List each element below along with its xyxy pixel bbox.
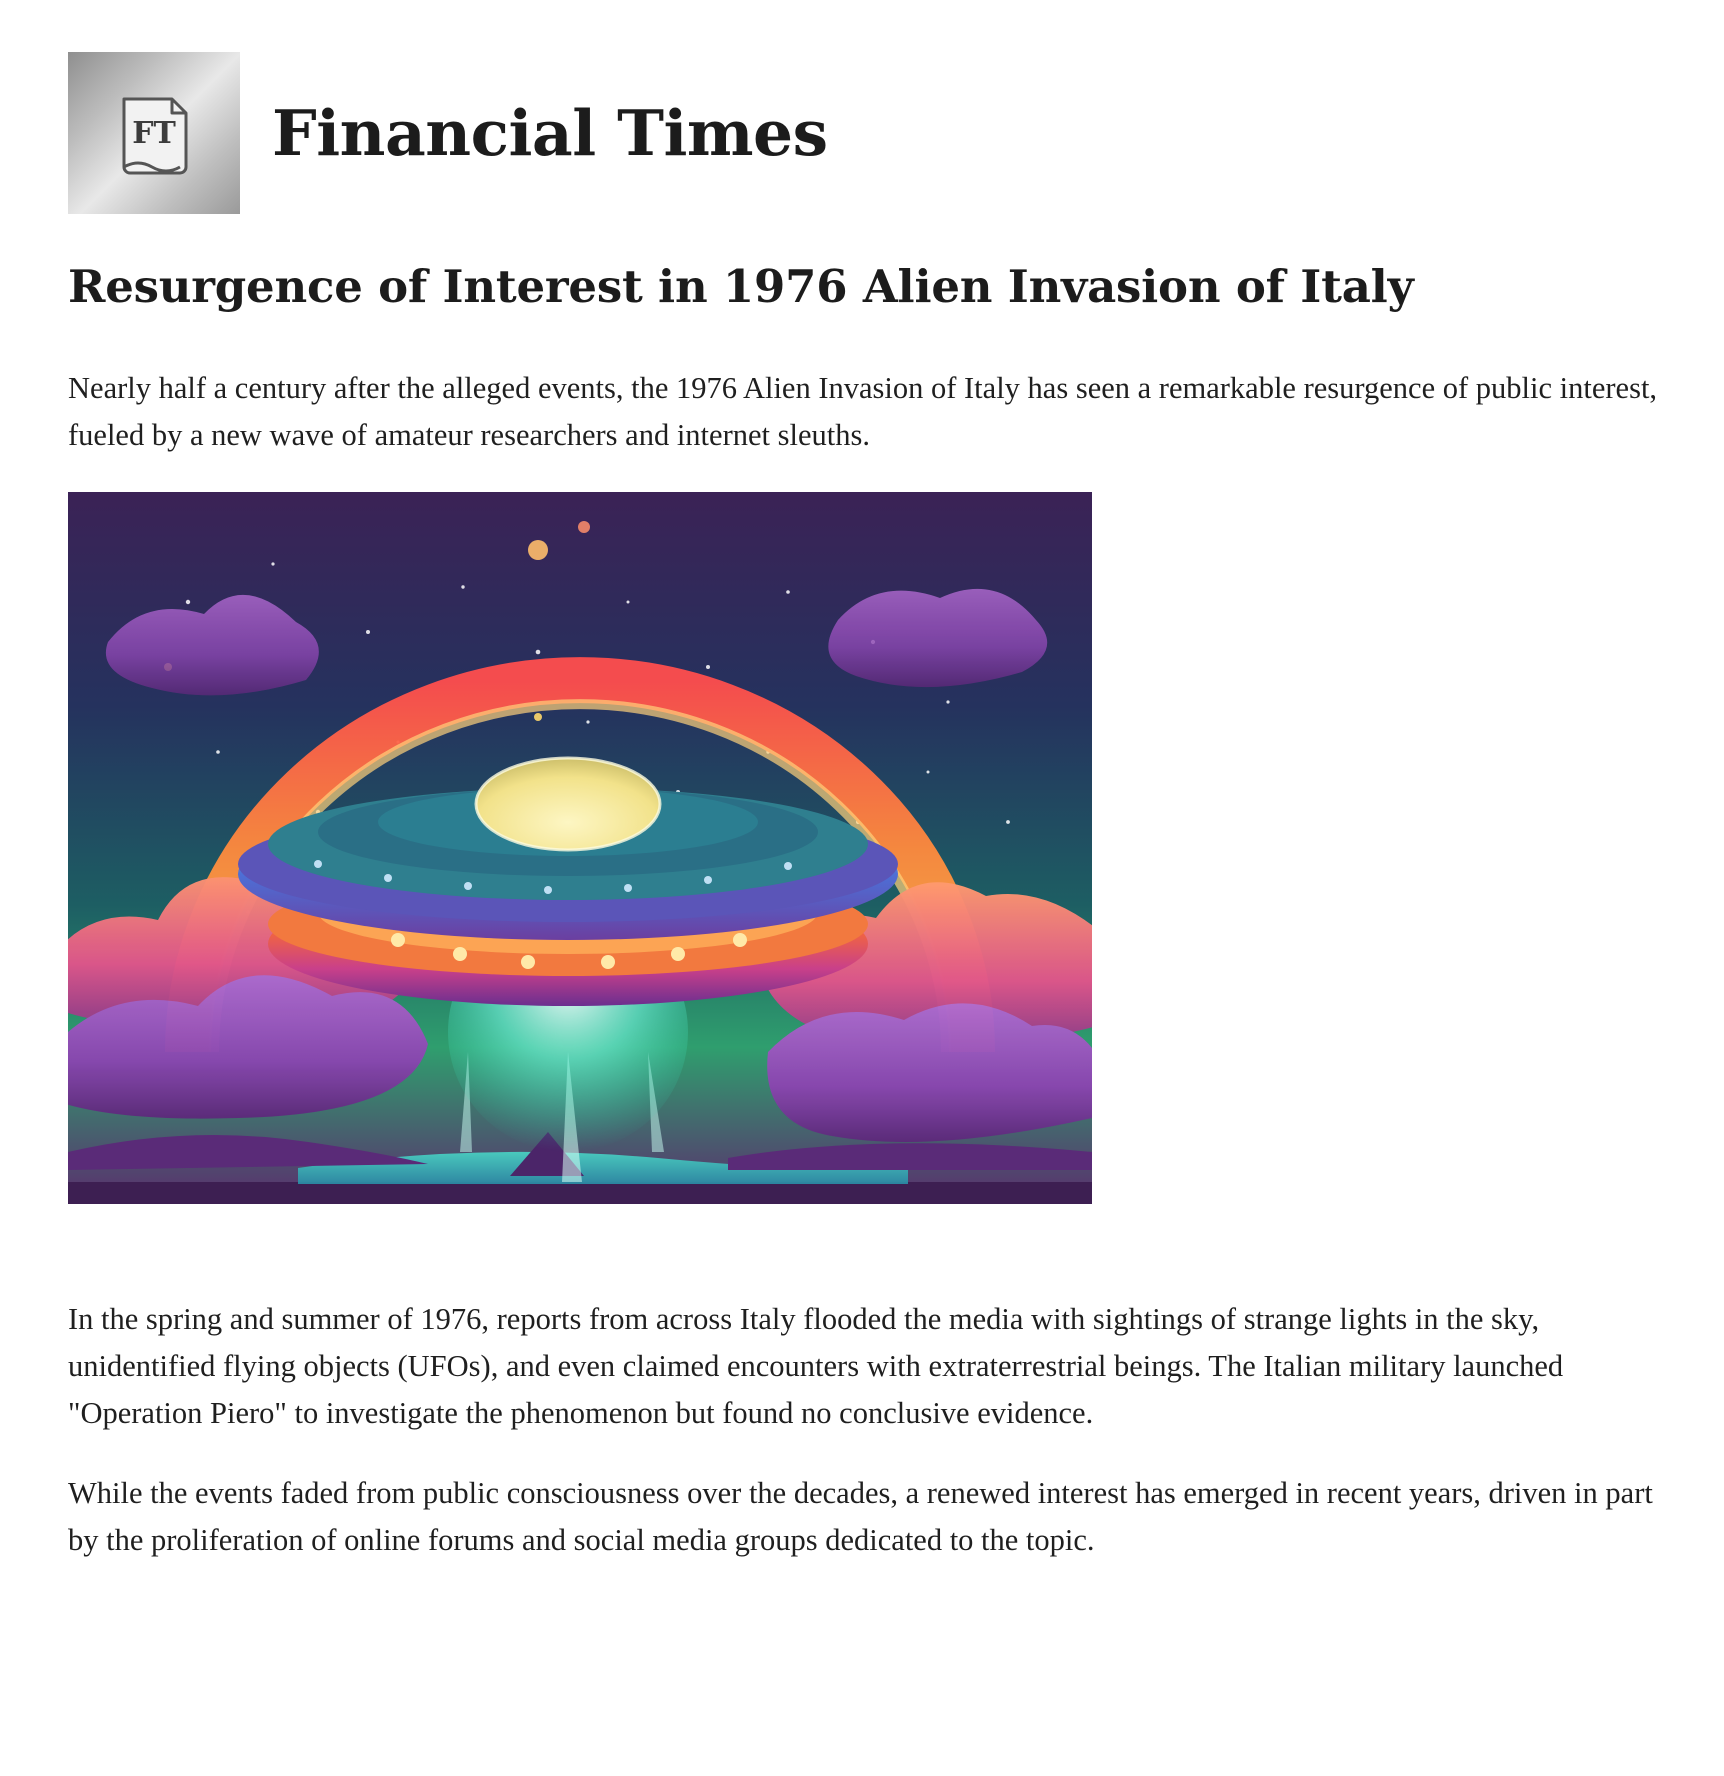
article-lede: Nearly half a century after the alleged events, the 1976 Alien Invasion of Italy has seen a remarkable resurgence of public interest, fueled by a new wave of amateur researchers and internet sleuths. — [68, 371, 1658, 452]
svg-text:FT: FT — [132, 116, 176, 151]
masthead-title: Financial Times — [272, 95, 828, 170]
newspaper-logo-icon — [68, 52, 240, 214]
article-paragraph: In the spring and summer of 1976, reports from across Italy flooded the media with sightings of strange lights in the sky, unidentified flying objects (UFOs), and even claimed encounters with extraterrestrial beings. The Italian military launched "Operation Piero" to investigate the phenomenon but found no conclusive evidence. — [68, 1302, 1564, 1430]
ufo-illustration — [68, 492, 1092, 1204]
masthead — [68, 52, 1664, 214]
page-title: Resurgence of Interest in 1976 Alien Invasion of Italy — [68, 260, 1414, 313]
article-paragraph: While the events faded from public consciousness over the decades, a renewed interest has emerged in recent years, driven in part by the proliferation of online forums and social media groups dedicated to the topic. — [68, 1476, 1653, 1558]
